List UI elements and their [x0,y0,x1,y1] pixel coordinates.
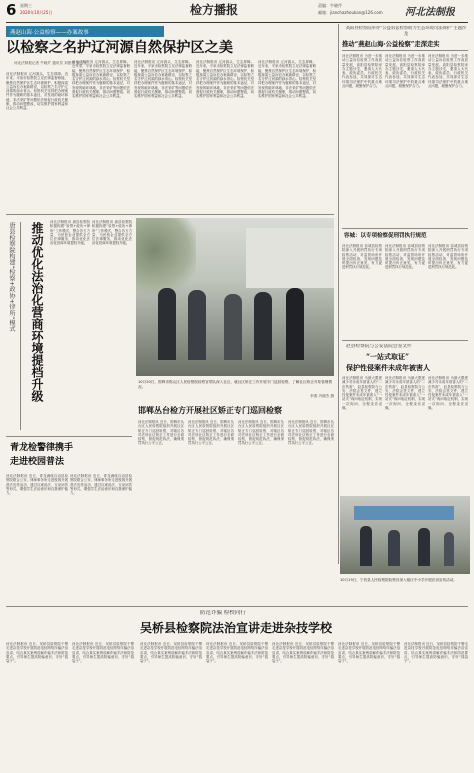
left-mid-body-col-1: 河北法制报讯 唐县检察院积极构建“检察+政协+律所”工作模式，整合各方力量，为民营企业提供全方位法律服务，推动优化法治化营商环境提档升级。 [50,220,90,246]
bottom-body-col-2: 河北法制报讯 近日，吴桥县检察院干警走进杂技学校开展防范电信网络诈骗法治宣讲，结合真实案例讲解诈骗手法和防范要点，引导师生提高防骗意识，守好“钱袋子”。 [72,642,134,664]
school-visit-photo [340,496,470,574]
right-top-body-col-3: 河北法制报讯 为进一步推动公益诉讼检察工作高质量发展，高阳县检察院举办主题沙龙，邀请人大代表、政协委员、行政机关代表参加，共同探讨生态环境司法保护中的重点难点问题，凝聚保护合力。 [428,54,468,89]
lead-body-col-1: 河北法制报讯 辽河源头，生态屏障。近年来，平泉市检察院立足法律监督职能，聚焦自然保护区生态环境保护，积极探索公益诉讼办案新路径，以检察之名守护辽河源的绿水青山。检察机关坚持把办理案件作为履职的基本途径，对发现的破坏林地、非法采矿等问题依法督促行政机关履职，推动问题整改，切实维护国家利益和社会公共利益。 [6,72,68,111]
lead-headline: 以检察之名护辽河源自然保护区之美 [6,40,234,56]
left-bottom-rule [6,436,132,437]
bottom-body-col-4: 河北法制报讯 近日，吴桥县检察院干警走进杂技学校开展防范电信网络诈骗法治宣讲，结合真实案例讲解诈骗手法和防范要点，引导师生提高防骗意识，守好“钱袋子”。 [206,642,268,664]
right-top-body-col-1: 河北法制报讯 为进一步推动公益诉讼检察工作高质量发展，高阳县检察院举办主题沙龙，邀请人大代表、政协委员、行政机关代表参加，共同探讨生态环境司法保护中的重点难点问题，凝聚保护合力。 [342,54,382,89]
bottom-body-col-5: 河北法制报讯 近日，吴桥县检察院干警走进杂技学校开展防范电信网络诈骗法治宣讲，结合真实案例讲解诈骗手法和防范要点，引导师生提高防骗意识，守好“钱袋子”。 [272,642,334,664]
center-story-headline: 邯郸丛台检方开展社区矫正专门巡回检察 [138,405,282,415]
center-story-body-col-4: 河北法制报讯 近日，邯郸市丛台区人民检察院组织开展社区矫正专门巡回检察，对辖区各司法所社区矫正工作进行全面检察，督促规范执法，确保刑罚执行公平公正。 [288,420,334,446]
right-case-body-col-1: 河北法制报讯 为最大限度减少对未成年被害人的“二次伤害”，赵县检察院与公安、法院会签文件，建立性侵案件未成年被害人“一站式”询问取证机制，实现一次询问、全程录音录像。 [342,376,382,411]
lead-bottom-rule [6,214,334,215]
officer-2 [188,290,206,360]
right-top-headline: 推动“燕赵山海·公益检察”走深走实 [342,41,440,48]
issue-date: 2020年10月25日 [20,10,53,15]
banner-shape [354,506,454,520]
editor-line: 责编：牛晓芹 [318,3,342,8]
right-mid-body-col-1: 河北法制报讯 容城县检察院深入开展刑罚执行专项检察活动，对监管场所开展全面检查，发现问题及时提出纠正意见，有力促进刑罚执行规范化。 [342,244,382,270]
lead-kicker: 燕赵山海·公益检察——办案故事 [10,30,89,36]
building-shape [246,228,334,288]
left-bottom-headline-2: 走进校园普法 [10,457,65,467]
right-case-headline-2: 保护性侵案件未成年被害人 [346,363,430,372]
right-top-kicker: 高阳县检察院举办“公益诉讼检察助力生态环境司法保护”主题沙龙 [345,26,467,37]
right-mid-body-col-3: 河北法制报讯 容城县检察院深入开展刑罚执行专项检察活动，对监管场所开展全面检查，发现问题及时提出纠正意见，有力促进刑罚执行规范化。 [428,244,468,270]
left-bottom-headline-1: 青龙检警律携手 [10,443,74,453]
email-line: 邮箱：jianchazhoukan@126.com [318,10,383,15]
officer-3 [224,294,242,360]
bottom-kicker: 防范诈骗 检校同行 [200,610,246,616]
bottom-body-col-7: 河北法制报讯 近日，吴桥县检察院干警走进杂技学校开展防范电信网络诈骗法治宣讲，结合真实案例讲解诈骗手法和防范要点，引导师生提高防骗意识，守好“钱袋子”。 [404,642,468,664]
right-case-body-col-3: 河北法制报讯 为最大限度减少对未成年被害人的“二次伤害”，赵县检察院与公安、法院会签文件，建立性侵案件未成年被害人“一站式”询问取证机制，实现一次询问、全程录音录像。 [428,376,468,411]
tree-shape [136,218,196,298]
right-case-rule [342,340,468,341]
person-1 [360,526,372,566]
right-top-rule [342,50,468,51]
lead-body-col-3: 河北法制报讯 辽河源头，生态屏障。近年来，平泉市检察院立足法律监督职能，聚焦自然保护区生态环境保护，积极探索公益诉讼办案新路径，以检察之名守护辽河源的绿水青山。检察机关坚持把办理案件作为履职的基本途径，对发现的破坏林地、非法采矿等问题依法督促行政机关履职，推动问题整改，切实维护国家利益和社会公共利益。 [134,60,192,99]
right-mid-body-col-2: 河北法制报讯 容城县检察院深入开展刑罚执行专项检察活动，对监管场所开展全面检查，发现问题及时提出纠正意见，有力促进刑罚执行规范化。 [385,244,425,270]
lead-body-col-2: 河北法制报讯 辽河源头，生态屏障。近年来，平泉市检察院立足法律监督职能，聚焦自然保护区生态环境保护，积极探索公益诉讼办案新路径，以检察之名守护辽河源的绿水青山。检察机关坚持把办理案件作为履职的基本途径，对发现的破坏林地、非法采矿等问题依法督促行政机关履职，推动问题整改，切实维护国家利益和社会公共利益。 [72,60,130,99]
lead-body-col-5: 河北法制报讯 辽河源头，生态屏障。近年来，平泉市检察院立足法律监督职能，聚焦自然保护区生态环境保护，积极探索公益诉讼办案新路径，以检察之名守护辽河源的绿水青山。检察机关坚持把办理案件作为履职的基本途径，对发现的破坏林地、非法采矿等问题依法督促行政机关履职，推动问题整改，切实维护国家利益和社会公共利益。 [258,60,316,99]
officer-1 [158,288,176,360]
right-case-body-col-2: 河北法制报讯 为最大限度减少对未成年被害人的“二次伤害”，赵县检察院与公安、法院会签文件，建立性侵案件未成年被害人“一站式”询问取证机制，实现一次询问、全程录音录像。 [385,376,425,411]
right-mid-headline: 容城：以专项检察促刑罚执行规范 [344,233,427,239]
masthead-rule [6,22,468,23]
right-mid-rule [342,228,468,229]
weekday: 星期三 [20,3,32,8]
lead-kicker-bar [6,26,164,37]
page-number: 6 [6,2,17,18]
center-story-body-col-3: 河北法制报讯 近日，邯郸市丛台区人民检察院组织开展社区矫正专门巡回检察，对辖区各司法所社区矫正工作进行全面检察，督促规范执法，确保刑罚执行公平公正。 [238,420,284,446]
person-2 [388,530,400,566]
right-case-headline-1: “一站式取证” [366,352,410,361]
bottom-body-col-1: 河北法制报讯 近日，吴桥县检察院干警走进杂技学校开展防范电信网络诈骗法治宣讲，结合真实案例讲解诈骗手法和防范要点，引导师生提高防骗意识，守好“钱袋子”。 [6,642,68,664]
left-mid-vertical-headline: 推动优化法治化营商环境提档升级 [30,222,44,402]
left-bottom-body-col-2: 河北法制报讯 近日，青龙满族自治县检察院联合公安、律师事务所走进校园开展普法宣传活动，通过以案说法、互动问答等形式，增强学生法治意识和自我保护能力。 [70,474,132,496]
lead-byline: 河北法制报记者 牛晓芹 通讯员 刘建华 张宝玉 [14,61,87,65]
lead-body-col-4: 河北法制报讯 辽河源头，生态屏障。近年来，平泉市检察院立足法律监督职能，聚焦自然保护区生态环境保护，积极探索公益诉讼办案新路径，以检察之名守护辽河源的绿水青山。检察机关坚持把办理案件作为履职的基本途径，对发现的破坏林地、非法采矿等问题依法督促行政机关履职，推动问题整改，切实维护国家利益和社会公共利益。 [196,60,254,99]
bottom-body-col-6: 河北法制报讯 近日，吴桥县检察院干警走进杂技学校开展防范电信网络诈骗法治宣讲，结合真实案例讲解诈骗手法和防范要点，引导师生提高防骗意识，守好“钱袋子”。 [338,642,400,664]
right-case-kicker: 赵县检察院与公安法院会签文件 [346,344,412,349]
bottom-story-rule [6,606,468,607]
community-inspection-caption: 10月20日，邯郸市邯山区人民检察院检察官带队深入社区，就社区矫正工作开展专门巡回检察，了解社区矫正对象管理情况。 [138,380,332,389]
center-story-body-col-2: 河北法制报讯 近日，邯郸市丛台区人民检察院组织开展社区矫正专门巡回检察，对辖区各司法所社区矫正工作进行全面检察，督促规范执法，确保刑罚执行公平公正。 [188,420,234,446]
community-inspection-photo [136,218,334,376]
officer-5 [286,288,304,360]
right-top-body-col-2: 河北法制报讯 为进一步推动公益诉讼检察工作高质量发展，高阳县检察院举办主题沙龙，邀请人大代表、政协委员、行政机关代表参加，共同探讨生态环境司法保护中的重点难点问题，凝聚保护合力。 [385,54,425,89]
left-bottom-body-col-1: 河北法制报讯 近日，青龙满族自治县检察院联合公安、律师事务所走进校园开展普法宣传活动，通过以案说法、互动问答等形式，增强学生法治意识和自我保护能力。 [6,474,68,496]
person-3 [418,528,430,566]
section-title: 检方播报 [190,3,239,17]
officer-4 [254,292,272,360]
right-column-divider [338,24,339,564]
masthead [0,0,474,22]
center-story-body-col-1: 河北法制报讯 近日，邯郸市丛台区人民检察院组织开展社区矫正专门巡回检察，对辖区各司法所社区矫正工作进行全面检察，督促规范执法，确保刑罚执行公平公正。 [138,420,184,446]
person-4 [444,532,454,566]
photo-credit: 李燕 冯晓杰 摄 [310,394,334,398]
bottom-body-col-3: 河北法制报讯 近日，吴桥县检察院干警走进杂技学校开展防范电信网络诈骗法治宣讲，结合真实案例讲解诈骗手法和防范要点，引导师生提高防骗意识，守好“钱袋子”。 [140,642,202,664]
school-visit-caption: 10月19日，宁晋县人民检察院检察官深入辖区中小学开展法治宣传活动。 [340,578,457,582]
left-mid-side-label: 唐县检察院构建“检察+政协+律所”模式 [8,222,15,332]
bottom-headline: 吴桥县检察院法治宣讲走进杂技学校 [140,621,333,635]
left-mid-vertical-rule [20,222,21,430]
logo-text: 河北法制报 [405,7,455,18]
left-mid-body-col-2: 河北法制报讯 唐县检察院积极构建“检察+政协+律所”工作模式，整合各方力量，为民营企业提供全方位法律服务，推动优化法治化营商环境提档升级。 [92,220,132,246]
